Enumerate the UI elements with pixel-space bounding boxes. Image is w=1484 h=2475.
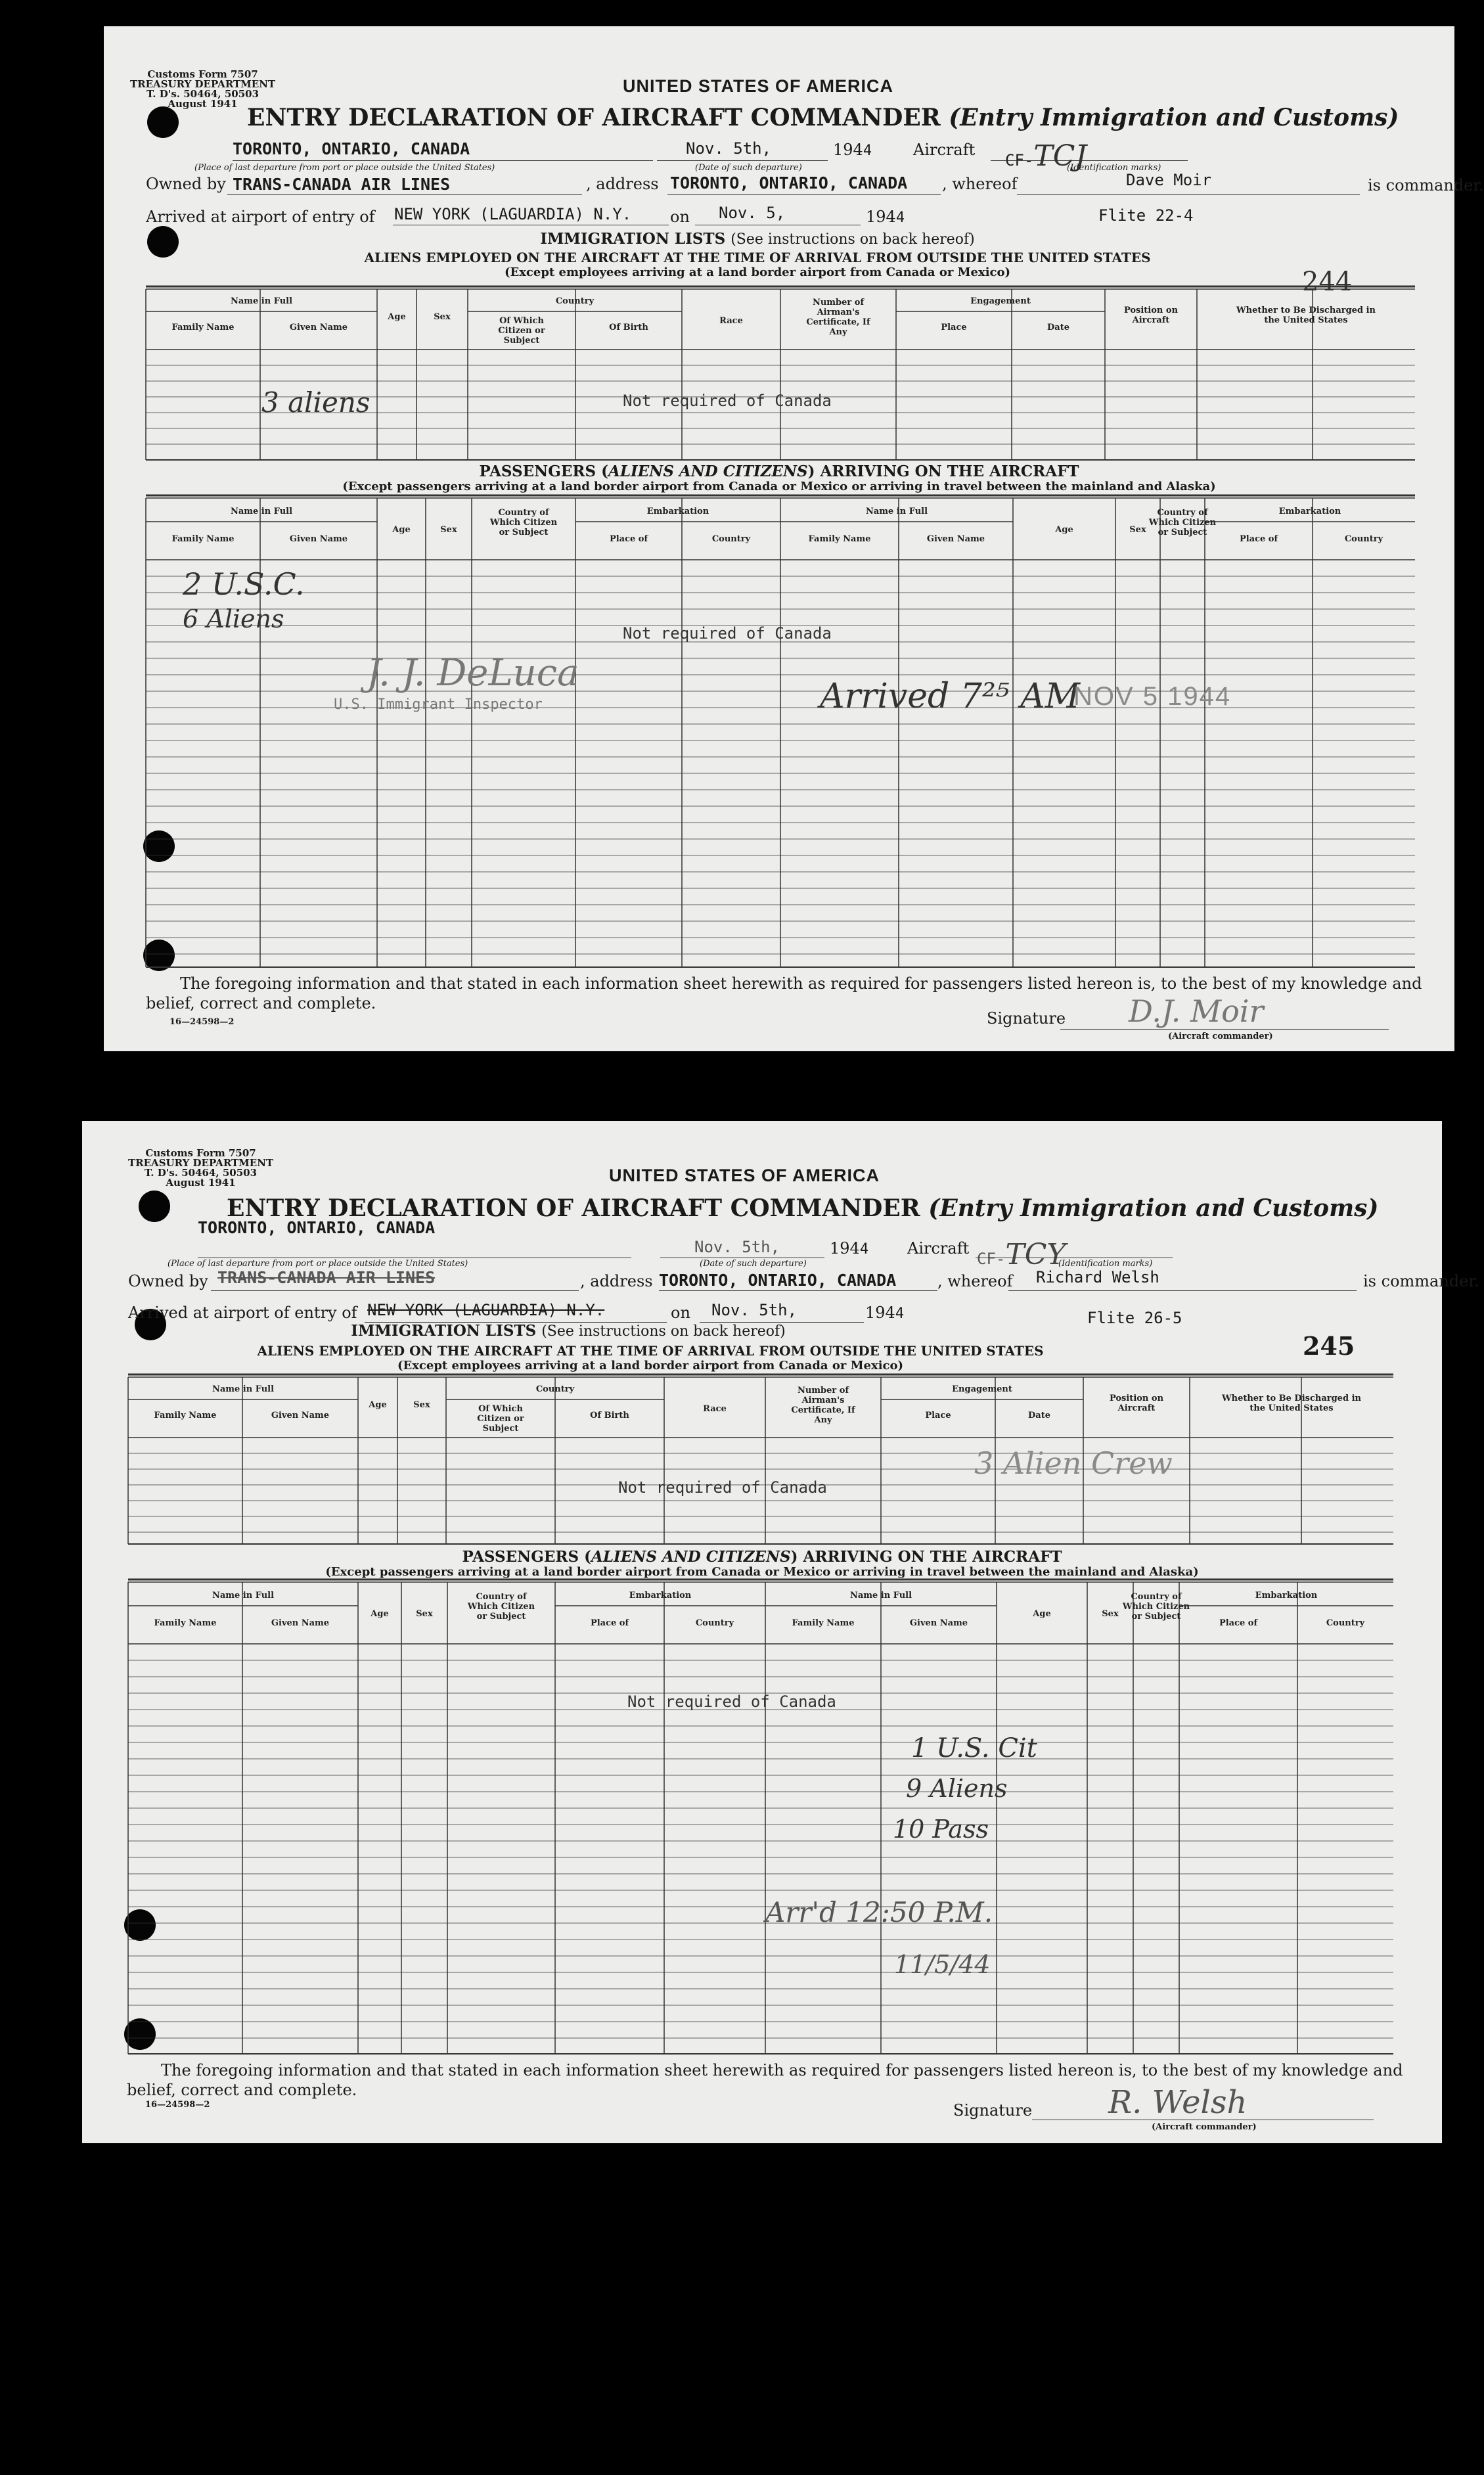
- commander-name: Richard Welsh: [1036, 1268, 1159, 1286]
- column-header: Airman's: [817, 307, 860, 317]
- column-header: Sex: [416, 1609, 433, 1619]
- column-header: Which Citizen: [467, 1602, 535, 1612]
- column-header: Position on: [1109, 1394, 1164, 1403]
- crew-typed-note: Not required of Canada: [618, 1478, 827, 1497]
- column-header: Age: [1033, 1609, 1051, 1619]
- column-header: Country: [555, 296, 595, 306]
- column-header: Sex: [1129, 525, 1146, 535]
- column-header: or Subject: [476, 1612, 526, 1622]
- departure-date: Nov. 5th,: [694, 1238, 780, 1256]
- column-header: Family Name: [154, 1618, 217, 1628]
- column-header: Of Birth: [590, 1411, 629, 1420]
- sheet-number: 244: [1302, 267, 1353, 297]
- form-identifier: Customs Form 7507 TREASURY DEPARTMENT T. D's. 50464, 50503 August 1941: [128, 1147, 274, 1189]
- column-header: Name in Full: [212, 1384, 275, 1394]
- flight-number: Flite 22-4: [1098, 206, 1194, 225]
- column-header: Family Name: [171, 534, 235, 544]
- arrival-date: Nov. 5,: [719, 204, 786, 222]
- inspector-signature: J. J. DeLuca: [367, 652, 579, 694]
- aircraft-id: TCY: [1005, 1238, 1066, 1271]
- passengers-heading: PASSENGERS (ALIENS AND CITIZENS) ARRIVING ON THE AIRCRAFT: [479, 463, 1079, 480]
- column-header: Any: [814, 1415, 832, 1425]
- column-header: Country: [1326, 1618, 1365, 1628]
- column-header: Family Name: [154, 1411, 217, 1420]
- passenger-handwritten-count: 2 U.S.C.: [183, 566, 305, 602]
- column-header: Sex: [434, 312, 451, 322]
- flight-number: Flite 26-5: [1087, 1309, 1182, 1327]
- column-header: Number of: [797, 1386, 849, 1396]
- commander-signature: D.J. Moir: [1129, 993, 1264, 1029]
- column-header: Date: [1047, 323, 1069, 332]
- column-header: Country: [1344, 534, 1383, 544]
- form-title: ENTRY DECLARATION OF AIRCRAFT COMMANDER (Entry Immigration and Customs): [247, 104, 1399, 131]
- commander-name: Dave Moir: [1126, 171, 1212, 189]
- column-header: Place: [941, 323, 967, 332]
- column-header: Age: [388, 312, 406, 322]
- passenger-handwritten-citizens: 1 U.S. Cit: [911, 1733, 1037, 1763]
- declaration-sheet-2: Customs Form 7507 TREASURY DEPARTMENT T. D's. 50464, 50503 August 1941 UNITED STATES OF AMERICA ENTRY DECLARATION OF AIRCRAFT COMMANDER (Entry Immigration and Customs) TORONTO, ONTARIO, CANADA (Place of last departure from port or place outside the United States) Nov. 5th, (Date of such departure) 1944 Aircraft CF-TCY (Identification marks) Owned by TRANS-CANADA AIR LINES , address TORONTO, ONTARIO, CANADA , whereof Richard Welsh is commander. Arrived at airport of entry of NEW YORK (LAGUARDIA) N.Y. on Nov. 5th, 1944 Flite 26-5 IMMIGRATION LISTS (See instructions on back hereof) ALIENS EMPLOYED ON THE AIRCRAFT AT THE TIME OF ARRIVAL FROM OUTSIDE THE UNITED STATES (Except employees arriving at a land border airport from Canada or Mexico) 245 Name in Full Family Name Given Name Age Sex Country Of Which Citizen or Subject Of Birth Race Number of Airman's Certificate, If Any Engagement Place Date Position on Aircraft Whether to Be Discharged in the United States Name in Full Family Name Given Name Age Sex Country of Which Citizen or Subject Embarkation Place of Country Name in Full Family Name Given Name Age Sex Country of Which Citizen or Subject Embarkation Place of Country Not required of Canada 3 Alien Crew PASSENGERS (ALIENS AND CITIZENS) ARRIVING ON THE AIRCRAFT (Except passengers arriving at a land border airport from Canada or Mexico or arriving in travel between the mainland and Alaska) Not required of Canada 1 U.S. Cit 9 Aliens 10 Pass Arr'd 12:50 P.M. 11/5/44 The foregoing information and that stated in each information sheet herewith as required for passengers listed hereon is, to the best of my knowledge and belief, correct and complete. 16—24598—2 Signature R. Welsh (Aircraft commander): [82, 1121, 1442, 2143]
- arrival-note: Arr'd 12:50 P.M.: [765, 1896, 993, 1928]
- form-title: ENTRY DECLARATION OF AIRCRAFT COMMANDER (Entry Immigration and Customs): [227, 1194, 1379, 1222]
- column-header: Which Citizen: [489, 518, 558, 528]
- column-header: Name in Full: [212, 1591, 275, 1601]
- country-title: UNITED STATES OF AMERICA: [609, 1166, 880, 1185]
- owner: TRANS-CANADA AIR LINES: [217, 1268, 436, 1287]
- passengers-heading: PASSENGERS (ALIENS AND CITIZENS) ARRIVING ON THE AIRCRAFT: [462, 1548, 1062, 1566]
- column-header: Engagement: [952, 1384, 1012, 1394]
- immigration-lists-heading: IMMIGRATION LISTS (See instructions on back hereof): [351, 1322, 786, 1340]
- column-header: Sex: [440, 525, 457, 535]
- column-header: Age: [392, 525, 411, 535]
- column-header: Whether to Be Discharged in: [1222, 1394, 1361, 1403]
- declaration-sheet-1: Customs Form 7507 TREASURY DEPARTMENT T. D's. 50464, 50503 August 1941 UNITED STATES OF AMERICA ENTRY DECLARATION OF AIRCRAFT COMMANDER (Entry Immigration and Customs) TORONTO, ONTARIO, CANADA (Place of last departure from port or place outside the United States) Nov. 5th, (Date of such departure) 1944 Aircraft CF-TCJ (Identification marks) Owned by TRANS-CANADA AIR LINES , address TORONTO, ONTARIO, CANADA , whereof Dave Moir is commander. Arrived at airport of entry of NEW YORK (LAGUARDIA) N.Y. on Nov. 5, 1944 Flite 22-4 IMMIGRATION LISTS (See instructions on back hereof) ALIENS EMPLOYED ON THE AIRCRAFT AT THE TIME OF ARRIVAL FROM OUTSIDE THE UNITED STATES (Except employees arriving at a land border airport from Canada or Mexico) 244 Name in Full Family Name Given Name Age Sex Country Of Which Citizen or Subject Of Birth Race Number of Airman's Certificate, If Any Engagement Place Date Position on Aircraft Whether to Be Discharged in the United States Name in Full Family Name Given Name Age Sex Country of Which Citizen or Subject Embarkation Place of Country Name in Full Family Name Given Name Age Sex Country of Which Citizen or Subject Embarkation Place of Country 3 aliens Not required of Canada PASSENGERS (ALIENS AND CITIZENS) ARRIVING ON THE AIRCRAFT (Except passengers arriving at a land border airport from Canada or Mexico or arriving in travel between the mainland and Alaska) 2 U.S.C. 6 Aliens Not required of Canada J. J. DeLuca U.S. Immigrant Inspector Arrived 7²⁵ AM NOV 5 1944 The foregoing information and that stated in each information sheet herewith as required for passengers listed hereon is, to the best of my knowledge and belief, correct and complete. 16—24598—2 Signature D.J. Moir (Aircraft commander): [104, 26, 1454, 1051]
- column-header: Certificate, If: [791, 1405, 855, 1415]
- column-header: Given Name: [909, 1618, 968, 1628]
- column-header: Given Name: [271, 1411, 330, 1420]
- passenger-typed-note: Not required of Canada: [623, 624, 832, 643]
- column-header: Given Name: [289, 534, 348, 544]
- owner-address: TORONTO, ONTARIO, CANADA: [659, 1271, 897, 1290]
- column-header: Place of: [590, 1618, 629, 1628]
- column-header: Country: [711, 534, 751, 544]
- column-header: Place of: [1219, 1618, 1258, 1628]
- arrival-date: Nov. 5th,: [711, 1301, 798, 1319]
- departure-place: TORONTO, ONTARIO, CANADA: [233, 139, 470, 158]
- column-header: Embarkation: [646, 507, 709, 516]
- column-header: or Subject: [1158, 528, 1207, 537]
- column-header: Given Name: [271, 1618, 330, 1628]
- column-header: Of Which: [499, 316, 544, 326]
- column-header: Country: [695, 1618, 734, 1628]
- column-header: the United States: [1249, 1403, 1334, 1413]
- column-header: Any: [829, 327, 847, 337]
- column-header: Family Name: [808, 534, 871, 544]
- arrival-date-stamp: NOV 5 1944: [1073, 682, 1232, 711]
- column-header: Name in Full: [230, 507, 293, 516]
- column-header: Embarkation: [629, 1591, 692, 1601]
- column-header: Country of: [476, 1592, 527, 1602]
- column-header: Place of: [1239, 534, 1278, 544]
- certification-statement: The foregoing information and that stated in each information sheet herewith as required for passengers listed hereon is, to the best of my knowledge and belief, correct and complete.: [127, 2061, 1403, 2099]
- column-header: Aircraft: [1132, 315, 1170, 325]
- column-header: Date: [1028, 1411, 1050, 1420]
- column-header: Engagement: [970, 296, 1031, 306]
- arrival-note: Arrived 7²⁵ AM: [820, 677, 1080, 716]
- column-header: Given Name: [926, 534, 985, 544]
- column-header: Family Name: [171, 323, 235, 332]
- aircraft-id: TCJ: [1033, 139, 1087, 173]
- column-header: Country of: [1157, 508, 1208, 518]
- column-header: or Subject: [499, 528, 549, 537]
- column-header: Name in Full: [849, 1591, 912, 1601]
- owner: TRANS-CANADA AIR LINES: [233, 175, 451, 194]
- column-header: Aircraft: [1117, 1403, 1156, 1413]
- form-identifier: Customs Form 7507 TREASURY DEPARTMENT T. D's. 50464, 50503 August 1941: [130, 68, 276, 110]
- departure-date: Nov. 5th,: [686, 139, 772, 158]
- passenger-handwritten-aliens: 9 Aliens: [906, 1774, 1008, 1803]
- crew-handwritten-note: 3 Alien Crew: [974, 1445, 1173, 1481]
- column-header: Number of: [812, 298, 865, 307]
- column-header: Airman's: [801, 1396, 845, 1405]
- crew-handwritten-note: 3 aliens: [261, 386, 371, 419]
- column-header: Age: [1055, 525, 1073, 535]
- column-header: Given Name: [289, 323, 348, 332]
- column-header: Country: [535, 1384, 575, 1394]
- column-header: Citizen or: [498, 326, 545, 336]
- departure-place: TORONTO, ONTARIO, CANADA: [198, 1218, 436, 1237]
- column-header: Race: [703, 1404, 727, 1414]
- column-header: Which Citizen: [1122, 1602, 1190, 1612]
- column-header: Of Which: [478, 1404, 523, 1414]
- column-header: Which Citizen: [1148, 518, 1217, 528]
- arrival-note-date: 11/5/44: [894, 1950, 991, 1979]
- immigration-lists-heading: IMMIGRATION LISTS (See instructions on back hereof): [540, 230, 975, 248]
- column-header: Embarkation: [1255, 1591, 1318, 1601]
- owner-address: TORONTO, ONTARIO, CANADA: [670, 173, 908, 193]
- column-header: Sex: [413, 1400, 430, 1410]
- column-header: Subject: [503, 336, 540, 346]
- arrival-airport: NEW YORK (LAGUARDIA) N.Y.: [367, 1301, 605, 1319]
- column-header: Name in Full: [865, 507, 928, 516]
- inspector-title: U.S. Immigrant Inspector: [334, 696, 543, 713]
- column-header: Name in Full: [230, 296, 293, 306]
- arrival-airport: NEW YORK (LAGUARDIA) N.Y.: [394, 205, 632, 223]
- column-header: Place of: [609, 534, 648, 544]
- crew-and-passenger-tables: [82, 1121, 1442, 2143]
- column-header: Country of: [498, 508, 549, 518]
- country-title: UNITED STATES OF AMERICA: [623, 76, 893, 96]
- certification-statement: The foregoing information and that stated in each information sheet herewith as required for passengers listed hereon is, to the best of my knowledge and belief, correct and complete.: [146, 974, 1422, 1012]
- column-header: Citizen or: [477, 1414, 524, 1424]
- column-header: Whether to Be Discharged in: [1236, 306, 1376, 315]
- column-header: Of Birth: [609, 323, 648, 332]
- column-header: Position on: [1123, 306, 1179, 315]
- column-header: Subject: [482, 1424, 519, 1434]
- column-header: or Subject: [1131, 1612, 1181, 1622]
- column-header: Certificate, If: [806, 317, 870, 327]
- passenger-handwritten-total: 10 Pass: [893, 1815, 989, 1844]
- column-header: Race: [719, 316, 743, 326]
- column-header: Age: [371, 1609, 389, 1619]
- sheet-number: 245: [1303, 1331, 1355, 1361]
- column-header: Family Name: [792, 1618, 855, 1628]
- column-header: Place: [925, 1411, 951, 1420]
- column-header: Age: [369, 1400, 387, 1410]
- column-header: Embarkation: [1278, 507, 1341, 516]
- crew-and-passenger-tables: [104, 26, 1454, 1051]
- passenger-typed-note: Not required of Canada: [627, 1692, 836, 1711]
- column-header: Sex: [1102, 1609, 1119, 1619]
- column-header: Country of: [1131, 1592, 1182, 1602]
- commander-signature: R. Welsh: [1108, 2084, 1248, 2121]
- column-header: the United States: [1264, 315, 1348, 325]
- passenger-handwritten-aliens: 6 Aliens: [183, 604, 284, 633]
- crew-typed-note: Not required of Canada: [623, 392, 832, 410]
